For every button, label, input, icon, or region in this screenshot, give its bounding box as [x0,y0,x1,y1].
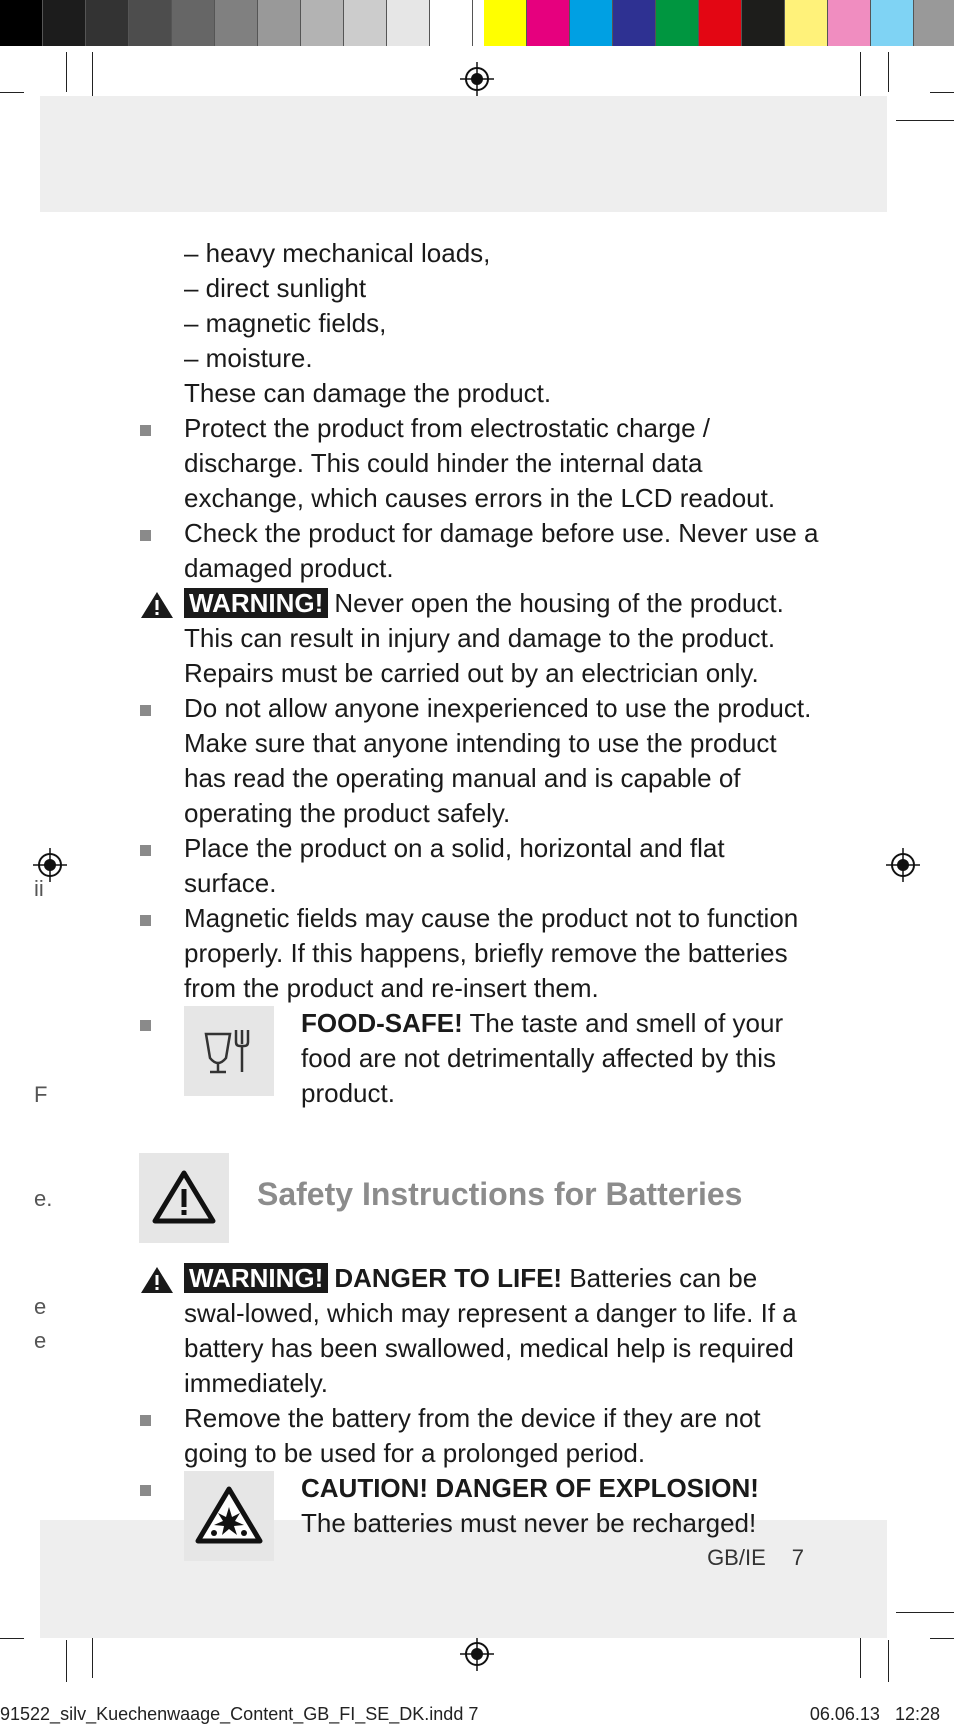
gutter-fragment: e [34,1294,47,1319]
explosion-text: The batteries must never be recharged! [301,1508,757,1538]
gutter-fragment: F [34,1082,48,1107]
warning-item [140,1261,820,1401]
crop-mark [0,1638,24,1639]
bullet-item [140,901,820,1006]
heading-icon-box [139,1153,229,1243]
food-safe-label: FOOD-SAFE! [301,1008,463,1038]
page-content [140,236,820,1576]
warning-badge: WARNING! [184,588,328,618]
crop-mark [896,120,954,121]
registration-mark-icon [460,62,494,96]
slug-filename: 91522_silv_Kuechenwaage_Content_GB_FI_SE_DK.indd 7 [0,1704,479,1724]
header-band [40,96,887,212]
calibration-swatch [484,0,527,46]
calibration-swatch [344,0,387,46]
crop-mark [860,52,861,100]
bullet-square-icon [140,915,151,926]
page-number: 7 [791,1545,804,1570]
crop-mark [66,1640,67,1682]
food-safe-icon-box [184,1006,274,1096]
sub-item: – heavy mechanical loads, [184,238,491,268]
bullet-text: Protect the product from electrostatic charge / discharge. This could hinder the internal data exchange, which causes errors in the LCD readout. [184,413,776,513]
calibration-swatch [172,0,215,46]
bullet-text: Do not allow anyone inexperienced to use the product. Make sure that anyone intending to use the product has read the operating manual and is capable of operating the product safely. [184,693,812,828]
gutter-fragment: ii [34,876,44,901]
calibration-swatch [656,0,699,46]
bullet-item [140,411,820,516]
sub-item: – direct sunlight [184,273,367,303]
bullet-text: Remove the battery from the device if they are not going to be used for a prolonged period. [184,1403,761,1468]
crop-mark [930,92,954,93]
explosion-label: CAUTION! DANGER OF EXPLOSION! [301,1473,759,1503]
language-code: GB/IE [707,1545,766,1570]
gutter-fragment: e [34,1328,47,1353]
warning-item [140,586,820,691]
warning-text: Never open the housing of the product. This can result in injury and damage to the product. Repairs must be carried out by an electrician only. [184,588,784,688]
sub-item: These can damage the product. [184,378,552,408]
bullet-square-icon [140,530,151,541]
crop-mark [888,52,889,92]
calibration-swatch [86,0,129,46]
bullet-text: Place the product on a solid, horizontal and flat surface. [184,833,725,898]
bullet-item [140,1401,820,1471]
calibration-swatch [699,0,742,46]
calibration-swatch [387,0,430,46]
calibration-swatch [871,0,914,46]
calibration-swatch [43,0,86,46]
calibration-swatch [785,0,828,46]
calibration-swatch [914,0,954,46]
bullet-text: Check the product for damage before use. Never use a damaged product. [184,518,819,583]
grayscale-calibration-strip [0,0,473,46]
sub-item: – moisture. [184,343,313,373]
calibration-swatch [828,0,871,46]
warning-triangle-icon [140,1266,174,1294]
crop-mark [92,52,93,100]
explosion-icon-box [184,1471,274,1561]
warning-badge: WARNING! [184,1263,328,1293]
calibration-swatch [129,0,172,46]
bullet-square-icon [140,705,151,716]
battery-section-header [140,1153,820,1247]
calibration-swatch [301,0,344,46]
warning-triangle-icon [140,591,174,619]
color-calibration-strip [484,0,954,46]
food-safe-text: The taste and smell of your food are not detrimentally affected by this product. [301,1008,784,1108]
bullet-item [140,691,820,831]
calibration-swatch [613,0,656,46]
crop-mark [66,52,67,92]
calibration-swatch [570,0,613,46]
calibration-swatch [742,0,785,46]
glass-fork-icon [184,1006,274,1096]
bullet-item [140,516,820,586]
bullet-item [140,831,820,901]
crop-mark [0,92,24,93]
food-safe-item [140,1006,820,1111]
crop-mark [930,1638,954,1639]
danger-label: DANGER TO LIFE! [334,1263,563,1293]
section-heading: Safety Instructions for Batteries [257,1176,743,1212]
explosion-icon [184,1471,274,1561]
gutter-fragment: e. [34,1186,53,1211]
registration-mark-icon [460,1637,494,1671]
calibration-swatch [258,0,301,46]
crop-mark [896,1612,954,1613]
registration-mark-icon [886,848,920,882]
bullet-text: Magnetic fields may cause the product not to function properly. If this happens, briefly remove the batteries from the product and re-insert them. [184,903,799,1003]
bullet-square-icon [140,845,151,856]
bullet-square-icon [140,1415,151,1426]
bullet-square-icon [140,1485,151,1496]
bullet-square-icon [140,1020,151,1031]
slug-date: 06.06.13 12:28 [809,1704,940,1724]
warning-text: Batteries can be swal-lowed, which may represent a danger to life. If a battery has been swallowed, medical help is required immediately. [184,1263,797,1398]
calibration-swatch [215,0,258,46]
crop-mark [888,1640,889,1682]
bullet-square-icon [140,425,151,436]
page-footer [707,1545,804,1571]
calibration-swatch [430,0,473,46]
sub-item: – magnetic fields, [184,308,387,338]
calibration-swatch [527,0,570,46]
warning-triangle-icon [139,1153,229,1243]
calibration-swatch [0,0,43,46]
